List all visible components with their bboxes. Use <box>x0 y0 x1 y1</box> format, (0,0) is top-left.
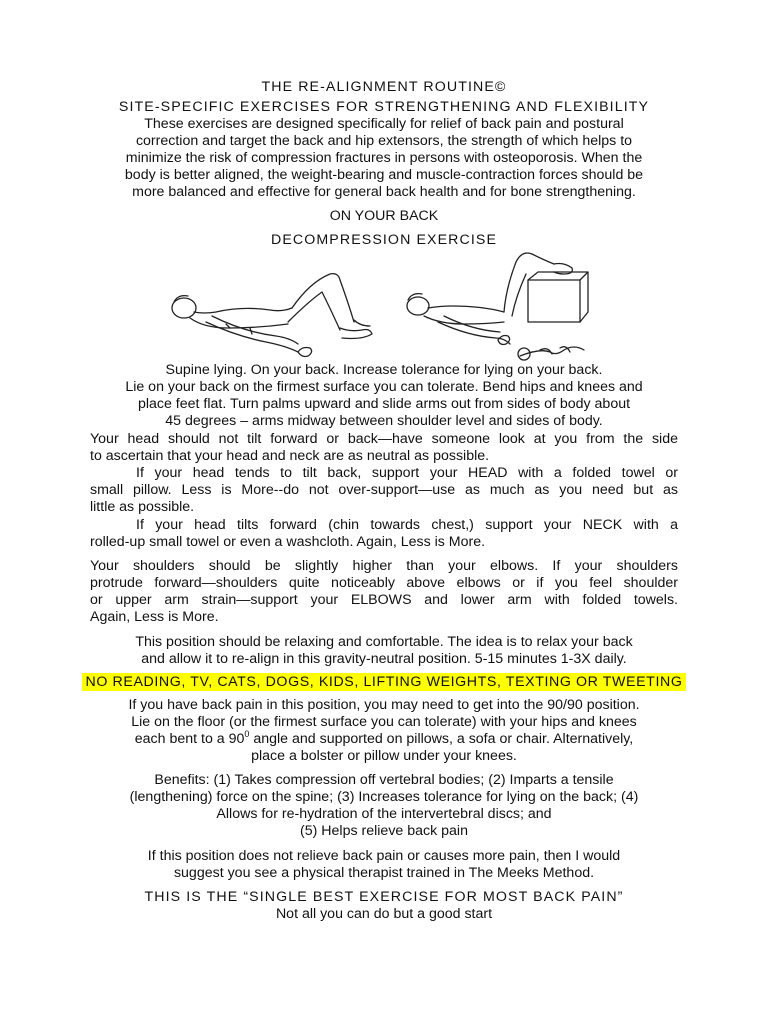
head-back-line: small pillow. Less is More--do not over-support—use as much as you need but as <box>90 482 678 498</box>
legs-on-block-illustration <box>400 250 600 370</box>
benefits-line: (5) Helps relieve back pain <box>300 823 468 839</box>
head-forward-line: rolled-up small towel or even a washcloth. Again, Less is More. <box>90 534 486 550</box>
supine-line: 45 degrees – arms midway between shoulder level and sides of body. <box>165 413 603 429</box>
head-back-line: little as possible. <box>90 499 195 515</box>
warning-banner <box>0 674 768 691</box>
relax-line: This position should be relaxing and comfortable. The idea is to relax your back <box>135 634 633 650</box>
head-back-line: If your head tends to tilt back, support your HEAD with a folded towel or <box>136 465 678 481</box>
exercise-heading: DECOMPRESSION EXERCISE <box>270 232 498 248</box>
closing-heading: THIS IS THE “SINGLE BEST EXERCISE FOR MOST BACK PAIN” <box>144 889 624 905</box>
therapist-line: If this position does not relieve back pain or causes more pain, then I would <box>147 848 621 864</box>
ninety-line: If you have back pain in this position, you may need to get into the 90/90 position. <box>128 697 640 713</box>
warning-text: NO READING, TV, CATS, DOGS, KIDS, LIFTING WEIGHTS, TEXTING OR TWEETING <box>82 673 687 691</box>
benefits-line: Allows for re-hydration of the intervertebral discs; and <box>216 806 552 822</box>
intro-line: body is better aligned, the weight-bearing and muscle-contraction forces should be <box>124 167 644 183</box>
intro-line: more balanced and effective for general back health and for bone strengthening. <box>132 184 636 200</box>
section-heading: ON YOUR BACK <box>329 208 439 224</box>
supine-line: place feet flat. Turn palms upward and slide arms out from sides of body about <box>137 396 631 412</box>
ninety-line: place a bolster or pillow under your knees. <box>251 748 517 764</box>
shoulder-line: or upper arm strain—support your ELBOWS and lower arm with folded towels. <box>90 592 678 608</box>
intro-line: minimize the risk of compression fractures in persons with osteoporosis. When the <box>125 150 643 166</box>
degree-superscript: 0 <box>244 729 250 739</box>
head-line: to ascertain that your head and neck are as neutral as possible. <box>90 448 490 464</box>
supine-line: Lie on your back on the firmest surface you can tolerate. Bend hips and knees and <box>125 379 643 395</box>
intro-line: correction and target the back and hip extensors, the strength of which helps to <box>135 133 633 149</box>
benefits-line: Benefits: (1) Takes compression off vertebral bodies; (2) Imparts a tensile <box>154 772 614 788</box>
intro-line: These exercises are designed specifically for relief of back pain and postural <box>144 116 624 132</box>
shoulder-line: protrude forward—shoulders quite noticeably above elbows or if you feel shoulder <box>90 575 678 591</box>
ninety-line-pre: each bent to a 90 <box>134 731 245 747</box>
document-subtitle: SITE-SPECIFIC EXERCISES FOR STRENGTHENING AND FLEXIBILITY <box>118 99 650 115</box>
shoulder-line: Your shoulders should be slightly higher than your elbows. If your shoulders <box>90 558 678 574</box>
ninety-line <box>0 731 768 748</box>
relax-line: and allow it to re-align in this gravity-neutral position. 5-15 minutes 1-3X daily. <box>141 651 627 667</box>
shoulder-line: Again, Less is More. <box>90 609 219 625</box>
document-title: THE RE-ALIGNMENT ROUTINE© <box>261 79 507 95</box>
ninety-line: Lie on the floor (or the firmest surface you can tolerate) with your hips and knees <box>131 714 637 730</box>
benefits-line: (lengthening) force on the spine; (3) Increases tolerance for lying on the back; (4) <box>129 789 639 805</box>
supine-knees-bent-illustration <box>160 272 390 367</box>
ninety-line-post: angle and supported on pillows, a sofa or chair. Alternatively, <box>249 731 634 747</box>
head-line: Your head should not tilt forward or back—have someone look at you from the side <box>90 431 678 447</box>
head-forward-line: If your head tilts forward (chin towards chest,) support your NECK with a <box>136 517 678 533</box>
therapist-line: suggest you see a physical therapist trained in The Meeks Method. <box>173 865 595 881</box>
supine-line: Supine lying. On your back. Increase tolerance for lying on your back. <box>165 362 603 378</box>
closing-subtext: Not all you can do but a good start <box>275 906 493 922</box>
